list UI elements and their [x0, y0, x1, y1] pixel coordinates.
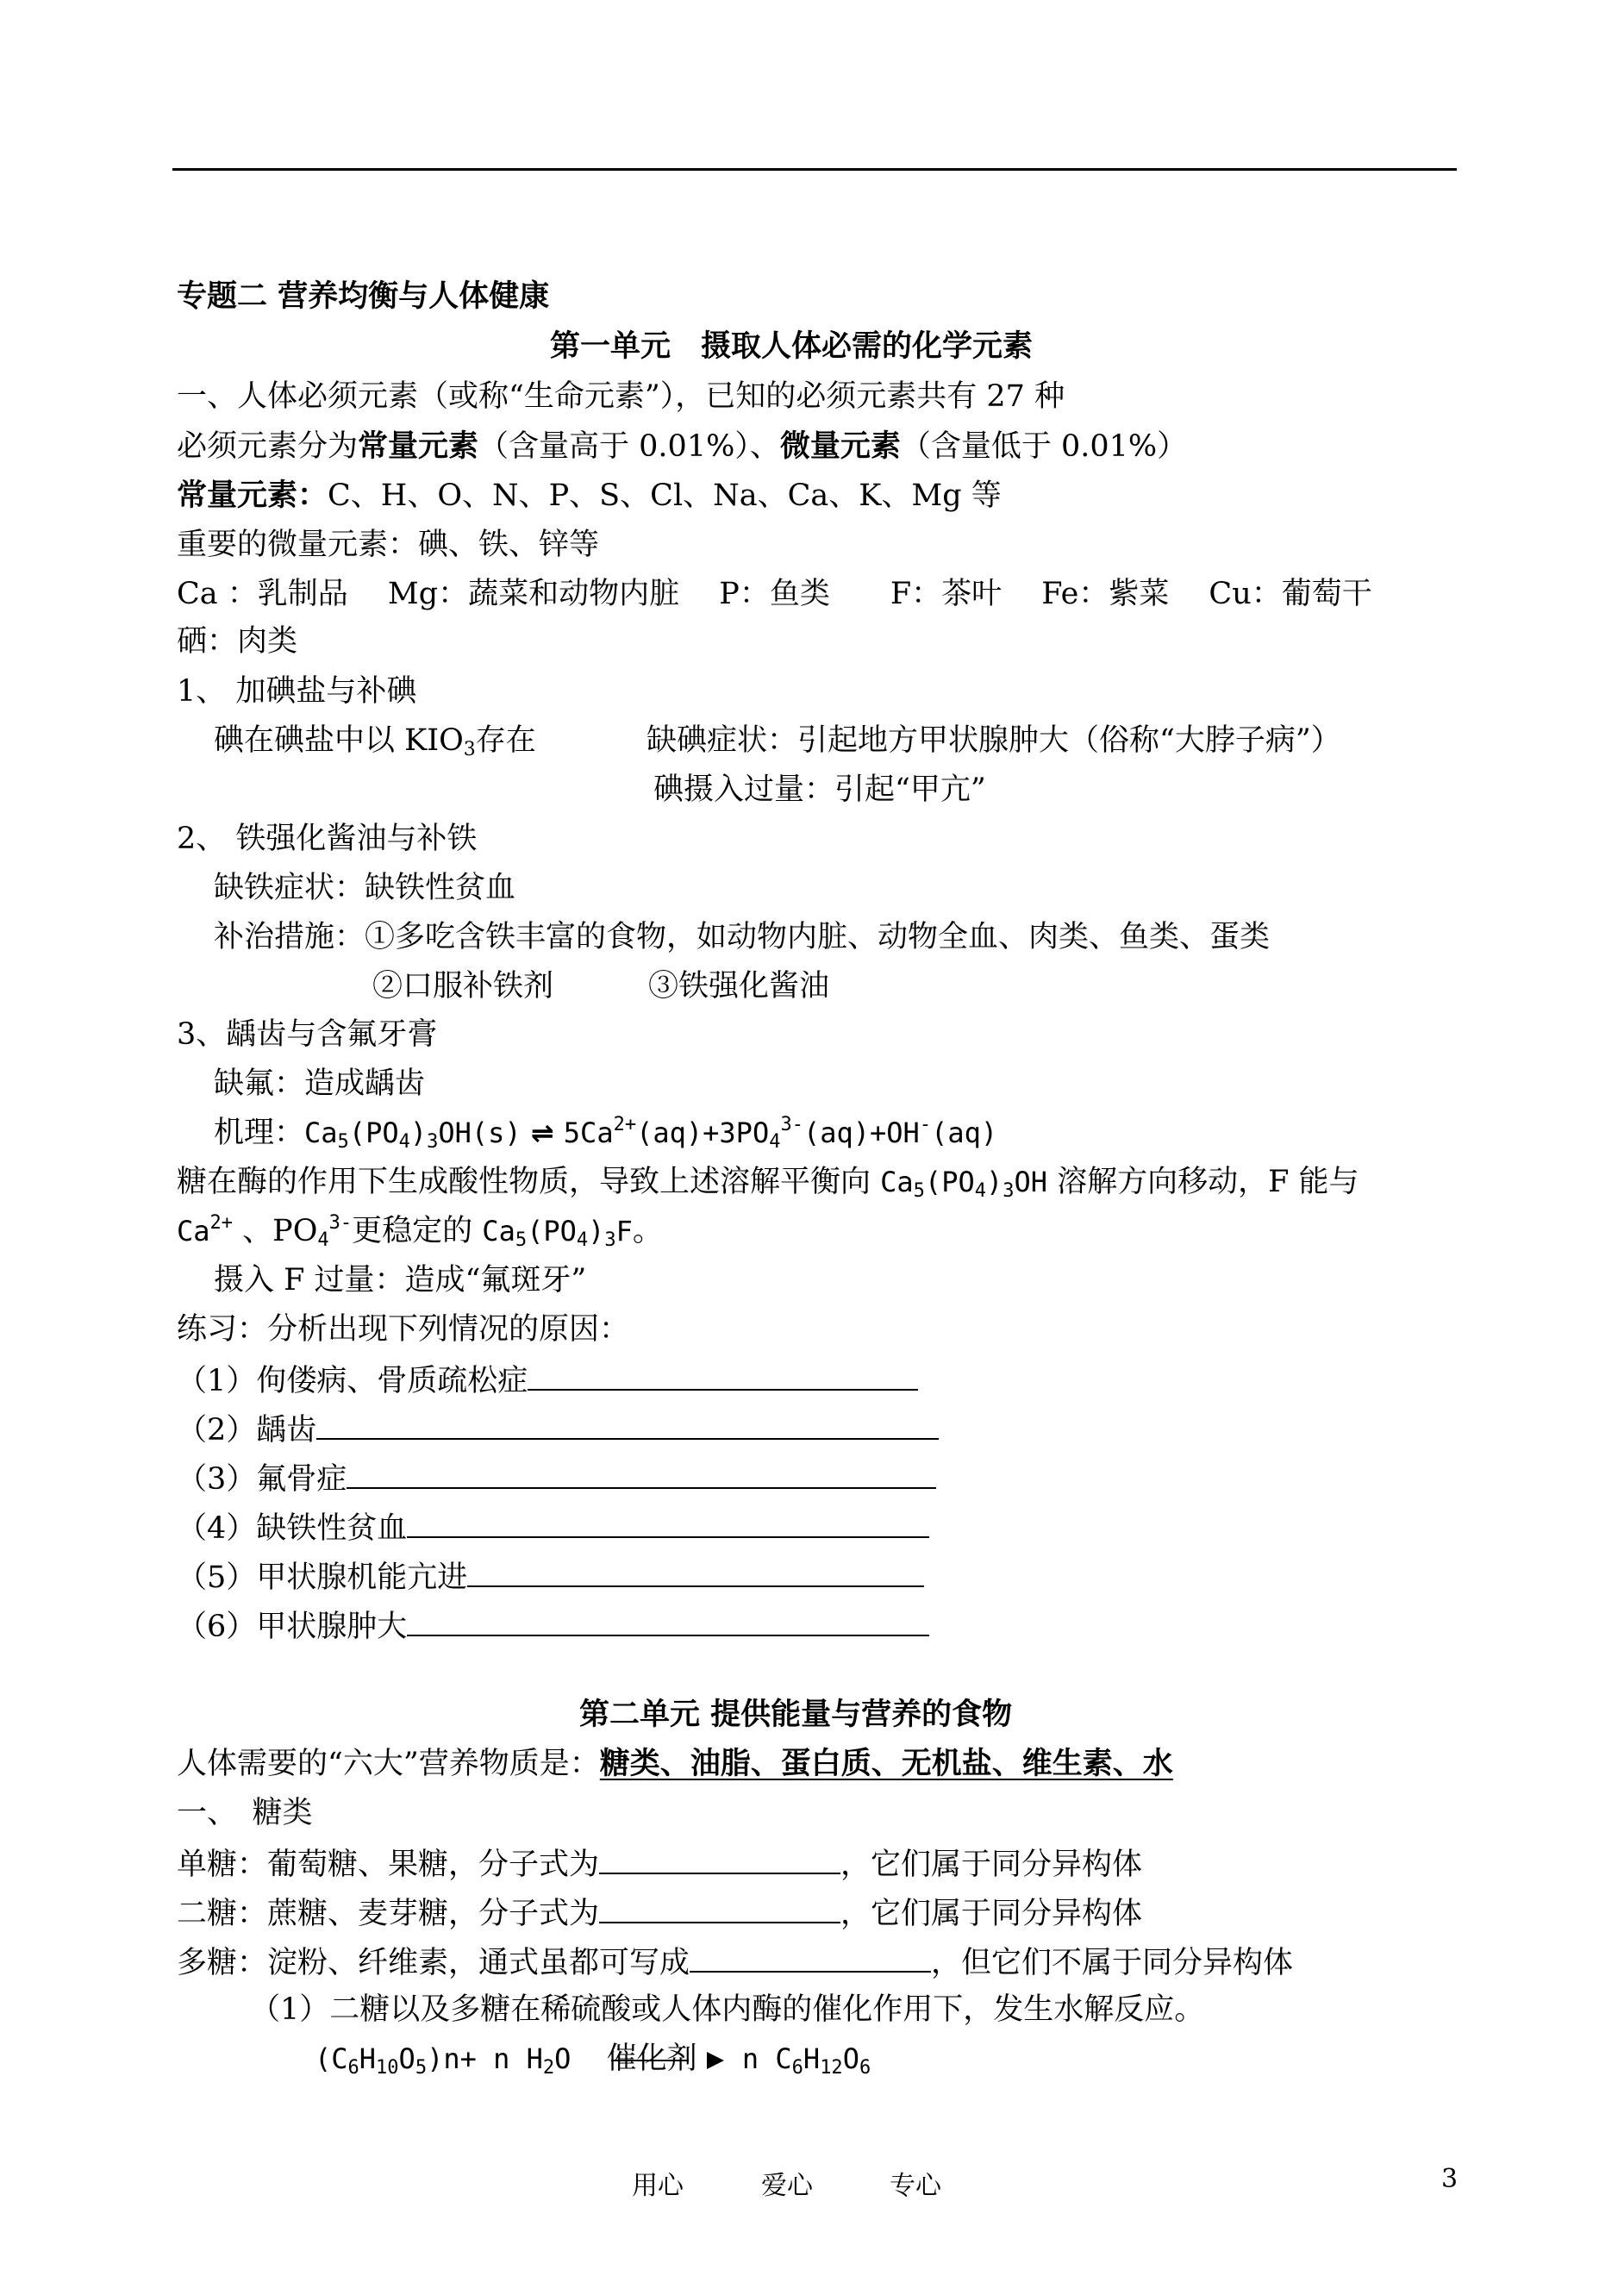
- formula: $_4^{3-}$: [317, 1212, 353, 1251]
- practice-item-label: （4）缺铁性贫血: [177, 1511, 408, 1546]
- unit1-line3: [177, 477, 1002, 515]
- unit1-line2: [177, 428, 1187, 466]
- emphasis: 常量元素：: [177, 478, 328, 513]
- section3-line1: 缺氟：造成龋齿: [214, 1066, 426, 1101]
- practice-item: [177, 1360, 918, 1400]
- section3-line5: 摄入 F 过量：造成“氟斑牙”: [214, 1263, 587, 1298]
- text: 溶解方向移动，F 能与: [1047, 1165, 1359, 1199]
- topic-title: 专题二 营养均衡与人体健康: [177, 278, 550, 314]
- answer-blank[interactable]: [599, 1843, 840, 1874]
- answer-blank[interactable]: [407, 1507, 929, 1538]
- unit1-line1: 一、人体必须元素（或称“生命元素”），已知的必须元素共有 27 种: [177, 379, 1065, 414]
- unit1-line6: 硒：肉类: [177, 624, 298, 659]
- practice-item-label: （2）龋齿: [177, 1413, 317, 1448]
- catalyst-label: 催化剂: [606, 2042, 697, 2076]
- answer-blank[interactable]: [316, 1409, 939, 1440]
- answer-blank[interactable]: [528, 1360, 918, 1391]
- unit2-title: 第二单元 提供能量与营养的食物: [579, 1697, 1013, 1732]
- answer-blank[interactable]: [599, 1892, 840, 1923]
- answer-blank[interactable]: [347, 1458, 936, 1489]
- page-number: 3: [1441, 2164, 1458, 2194]
- practice-item: [177, 1556, 924, 1597]
- text: 二糖：蔗糖、麦芽糖，分子式为: [177, 1897, 600, 1931]
- unit2-line2: 一、 糖类: [177, 1796, 313, 1830]
- practice-item-label: （5）甲状腺机能亢进: [177, 1560, 468, 1595]
- answer-blank[interactable]: [690, 1942, 931, 1973]
- practice-item: [177, 1507, 929, 1548]
- formula: $Ca_5(PO_4)_3OH$: [880, 1166, 1048, 1202]
- unit1-line4: 重要的微量元素：碘、铁、锌等: [177, 528, 600, 562]
- section3-line4: [177, 1212, 663, 1250]
- formula: $Ca_5(PO_4)_3F$: [482, 1215, 633, 1251]
- practice-item-label: （3）氟骨症: [177, 1462, 347, 1497]
- footer-slogan-3: 专心: [890, 2171, 941, 2201]
- text: 多糖：淀粉、纤维素，通式虽都可写成: [177, 1946, 690, 1980]
- answer-blank[interactable]: [467, 1556, 924, 1587]
- practice-item: [177, 1409, 939, 1449]
- section3-line3: [177, 1163, 1359, 1201]
- subscript: 3: [463, 739, 476, 760]
- text: 。: [632, 1214, 663, 1248]
- practice-item-label: （1）佝偻病、骨质疏松症: [177, 1364, 528, 1398]
- answer-blank[interactable]: [407, 1605, 929, 1636]
- text: ，它们属于同分异构体: [840, 1897, 1143, 1931]
- section2-line1: 缺铁症状：缺铁性贫血: [214, 871, 516, 905]
- formula: n $C_6H_{12}O_6$: [741, 2042, 871, 2079]
- text: 更稳定的: [352, 1214, 483, 1248]
- section1-line1a: [214, 722, 536, 760]
- formula: $(C_6H_{10}O_5)n+ n$ $H_2O$: [315, 2042, 572, 2079]
- header-rule: [172, 168, 1457, 171]
- text: 人体需要的“六大”营养物质是：: [177, 1747, 600, 1781]
- text: C、H、O、N、P、S、Cl、Na、Ca、K、Mg 等: [328, 478, 1002, 513]
- footer-slogan-2: 爱心: [761, 2171, 813, 2201]
- unit2-line4: [177, 1892, 1142, 1933]
- text: （含量高于 0.01%）、: [478, 429, 780, 464]
- footer-slogan-1: 用心: [632, 2171, 684, 2201]
- emphasis: 糖类、油脂、蛋白质、无机盐、维生素、水: [599, 1746, 1173, 1781]
- emphasis: 微量元素: [779, 428, 901, 464]
- text: 、PO: [233, 1214, 318, 1248]
- section1-line2: 碘摄入过量：引起“甲亢”: [653, 772, 986, 807]
- practice-item: [177, 1458, 936, 1498]
- text: 糖在酶的作用下生成酸性物质，导致上述溶解平衡向: [177, 1165, 881, 1199]
- section2-line2: 补治措施：①多吃含铁丰富的食物，如动物内脏、动物全血、肉类、鱼类、蛋类: [214, 920, 1271, 954]
- hydrolysis-equation: [315, 2040, 871, 2078]
- text: 存在: [475, 723, 536, 758]
- text: （含量低于 0.01%）: [900, 429, 1188, 464]
- mechanism-label: 机理：: [214, 1116, 305, 1150]
- section3-title: 3、龋齿与含氟牙膏: [177, 1017, 438, 1052]
- text: 单糖：葡萄糖、果糖，分子式为: [177, 1848, 600, 1882]
- mechanism-equation: [214, 1114, 997, 1152]
- unit2-line3: [177, 1843, 1142, 1884]
- section2-line3a: ②口服补铁剂: [372, 969, 554, 1004]
- unit1-title: 第一单元 摄取人体必需的化学元素: [550, 328, 1034, 364]
- section1-line1b: 缺碘症状：引起地方甲状腺肿大（俗称“大脖子病”）: [646, 723, 1341, 758]
- arrow-head-icon: [707, 2050, 733, 2071]
- practice-item-label: （6）甲状腺肿大: [177, 1610, 408, 1644]
- reaction-arrow: [607, 2040, 733, 2078]
- formula: $Ca^{2+}$: [177, 1212, 234, 1248]
- unit2-line5: [177, 1942, 1293, 1982]
- emphasis: 常量元素: [358, 428, 479, 464]
- arrow-icon: [611, 2050, 689, 2071]
- practice-title: 练习：分析出现下列情况的原因：: [177, 1312, 630, 1347]
- unit2-line6: （1）二糖以及多糖在稀硫酸或人体内酶的催化作用下，发生水解反应。: [250, 1992, 1205, 2027]
- text: 碘在碘盐中以 KIO: [214, 723, 464, 758]
- practice-item: [177, 1605, 929, 1646]
- text: 必须元素分为: [177, 429, 359, 464]
- text: ，但它们不属于同分异构体: [931, 1946, 1294, 1980]
- chemical-equation: $Ca_5(PO_4)_3OH(s)$ ⇌ $5Ca^{2+}(aq)+3PO_4^{3-}(aq)+OH^-(aq)$: [304, 1114, 998, 1153]
- unit2-line1: [177, 1745, 1173, 1783]
- unit1-line5: Ca ：乳制品 Mg：蔬菜和动物内脏 P：鱼类 F：茶叶 Fe：紫菜 Cu：葡萄干: [177, 577, 1372, 611]
- section1-title: 1、 加碘盐与补碘: [177, 674, 417, 709]
- section2-line3b: ③铁强化酱油: [648, 969, 830, 1004]
- section2-title: 2、 铁强化酱油与补铁: [177, 822, 478, 856]
- text: ，它们属于同分异构体: [840, 1848, 1143, 1882]
